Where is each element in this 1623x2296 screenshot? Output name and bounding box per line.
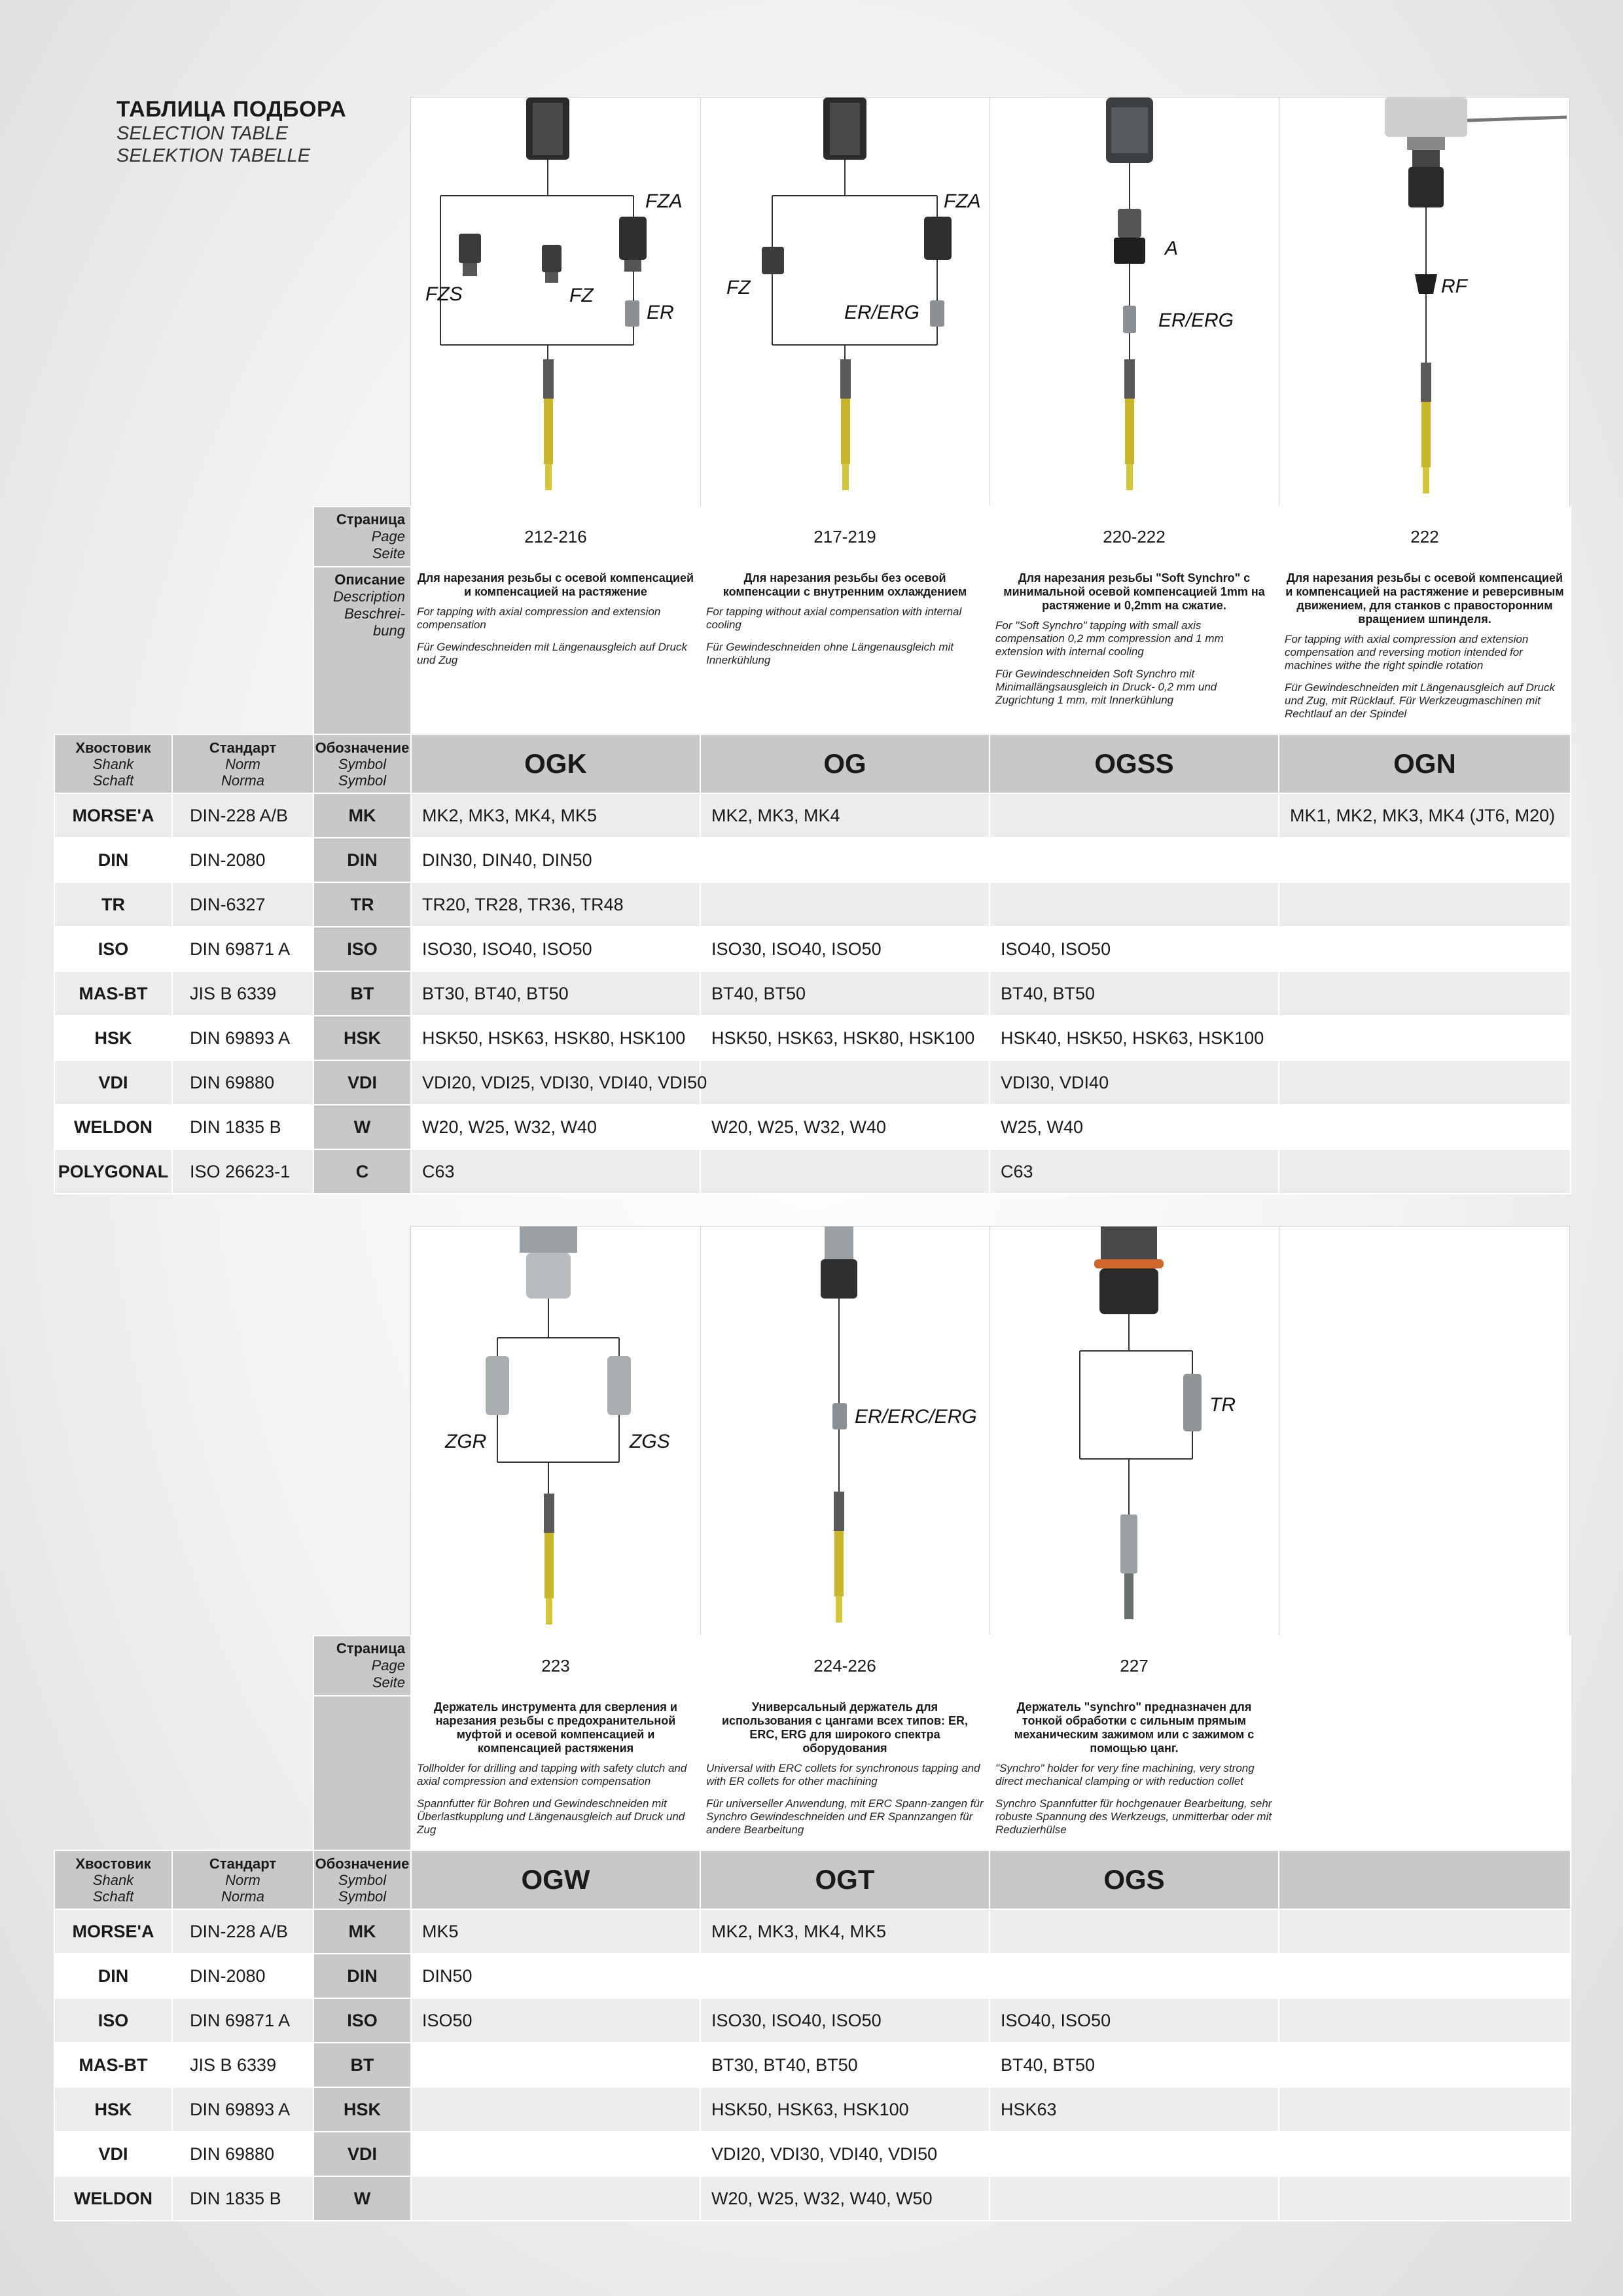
- value-cell: [990, 882, 1279, 927]
- value-cell: [411, 2176, 700, 2221]
- symbol-cell: W: [313, 2176, 411, 2221]
- description-cell: [1279, 1696, 1571, 1850]
- value-cell: VDI20, VDI25, VDI30, VDI40, VDI50: [411, 1060, 700, 1105]
- standard-header: Стандарт Norm Norma: [172, 1850, 313, 1909]
- callout-tr: TR: [1209, 1394, 1236, 1416]
- value-cell: HSK50, HSK63, HSK80, HSK100: [700, 1016, 990, 1060]
- symbol-cell: VDI: [313, 1060, 411, 1105]
- description-cell: Для нарезания резьбы с осевой компенсацией и компенсацией на растяжение For tapping with axial compression and extension compensation Für Gewindeschneiden mit Längenausgleich auf Druck und Zug: [411, 567, 700, 734]
- empty-illustration-cell: [1279, 1227, 1569, 1636]
- page-number: 227: [990, 1636, 1279, 1696]
- value-cell: [1279, 1954, 1571, 1998]
- standard-cell: JIS B 6339: [172, 971, 313, 1016]
- value-cell: HSK63: [990, 2087, 1279, 2132]
- table-row: [54, 971, 1571, 1016]
- value-cell: C63: [411, 1149, 700, 1194]
- value-cell: BT30, BT40, BT50: [411, 971, 700, 1016]
- page-number: 222: [1279, 507, 1571, 567]
- page-label: Страница Page Seite: [313, 1636, 411, 1696]
- value-cell: [1279, 1016, 1571, 1060]
- header-row: [54, 734, 1571, 793]
- value-cell: MK2, MK3, MK4, MK5: [700, 1909, 990, 1954]
- symbol-cell: C: [313, 1149, 411, 1194]
- ogk-assembly-diagram: [411, 98, 700, 507]
- value-cell: [1279, 882, 1571, 927]
- callout-fz: FZ: [569, 285, 594, 306]
- page-number: 223: [411, 1636, 700, 1696]
- symbol-cell: TR: [313, 882, 411, 927]
- standard-cell: DIN 1835 B: [172, 1105, 313, 1149]
- title-ru: ТАБЛИЦА ПОДБОРА: [116, 97, 347, 122]
- selection-table-1: [54, 506, 1571, 1194]
- product-symbol: OG: [700, 734, 990, 793]
- page-number: 217-219: [700, 507, 990, 567]
- shank-header: Хвостовик Shank Schaft: [54, 1850, 172, 1909]
- value-cell: BT40, BT50: [700, 971, 990, 1016]
- value-cell: [1279, 1060, 1571, 1105]
- value-cell: ISO40, ISO50: [990, 1998, 1279, 2043]
- table-row: [54, 2132, 1571, 2176]
- value-cell: W20, W25, W32, W40, W50: [700, 2176, 990, 2221]
- callout-er-erg: ER/ERG: [1158, 310, 1234, 331]
- ogw-illustration: [411, 1227, 701, 1636]
- description-cell: Универсальный держатель для использования с цангами всех типов: ER, ERC, ERG для широкого спектра оборудования Universal with ERC collets for synchronous tapping and with ER collets for other machining Für universeller Anwendung, mit ERC Spann-zangen für Synchro Gewindeschneiden und ER Spannzangen für andere Bearbeitung: [700, 1696, 990, 1850]
- value-cell: C63: [990, 1149, 1279, 1194]
- standard-cell: DIN 69893 A: [172, 2087, 313, 2132]
- product-symbol: OGK: [411, 734, 700, 793]
- callout-zgr: ZGR: [445, 1431, 487, 1452]
- value-cell: [990, 793, 1279, 838]
- product-symbol: OGT: [700, 1850, 990, 1909]
- shank-cell: ISO: [54, 927, 172, 971]
- symbol-cell: MK: [313, 1909, 411, 1954]
- ogt-assembly-diagram: [700, 1227, 990, 1636]
- selection-block-2: [54, 1226, 1570, 2214]
- value-cell: MK2, MK3, MK4, MK5: [411, 793, 700, 838]
- standard-cell: DIN-228 A/B: [172, 793, 313, 838]
- symbol-cell: MK: [313, 793, 411, 838]
- value-cell: DIN50: [411, 1954, 700, 1998]
- table-row: [54, 1149, 1571, 1194]
- table-row: [54, 1060, 1571, 1105]
- symbol-cell: HSK: [313, 2087, 411, 2132]
- shank-cell: HSK: [54, 1016, 172, 1060]
- symbol-cell: ISO: [313, 927, 411, 971]
- table-row: [54, 882, 1571, 927]
- table-row: [54, 2176, 1571, 2221]
- value-cell: [1279, 2087, 1571, 2132]
- value-cell: [1279, 1105, 1571, 1149]
- value-cell: HSK40, HSK50, HSK63, HSK100: [990, 1016, 1279, 1060]
- value-cell: BT40, BT50: [990, 971, 1279, 1016]
- value-cell: ISO30, ISO40, ISO50: [411, 927, 700, 971]
- value-cell: [990, 1909, 1279, 1954]
- value-cell: [1279, 1909, 1571, 1954]
- value-cell: BT30, BT40, BT50: [700, 2043, 990, 2087]
- ogn-assembly-diagram: [1279, 98, 1569, 507]
- shank-cell: VDI: [54, 1060, 172, 1105]
- page-number: 212-216: [411, 507, 700, 567]
- standard-cell: DIN 69871 A: [172, 1998, 313, 2043]
- value-cell: [1279, 971, 1571, 1016]
- symbol-cell: ISO: [313, 1998, 411, 2043]
- table-row: [54, 1105, 1571, 1149]
- description-label: Описание Description Beschrei- bung: [313, 567, 411, 734]
- og-illustration: [700, 98, 990, 507]
- shank-cell: WELDON: [54, 2176, 172, 2221]
- callout-fz: FZ: [726, 277, 751, 298]
- shank-cell: HSK: [54, 2087, 172, 2132]
- table-1-body: [54, 793, 1571, 1194]
- standard-cell: DIN 69880: [172, 1060, 313, 1105]
- value-cell: [1279, 927, 1571, 971]
- symbol-cell: VDI: [313, 2132, 411, 2176]
- shank-cell: MORSE'A: [54, 793, 172, 838]
- value-cell: [1279, 2132, 1571, 2176]
- table-2-body: [54, 1909, 1571, 2221]
- shank-cell: VDI: [54, 2132, 172, 2176]
- value-cell: W25, W40: [990, 1105, 1279, 1149]
- ogs-illustration: [990, 1227, 1279, 1636]
- table-row: [54, 793, 1571, 838]
- symbol-cell: BT: [313, 971, 411, 1016]
- value-cell: ISO50: [411, 1998, 700, 2043]
- selection-table-2: [54, 1635, 1571, 2221]
- description-cell: Для нарезания резьбы с осевой компенсацией и компенсацией на растяжение и реверсивным движением, для станков с правосторонним вращением шпинделя. For tapping with axial compression and extension compensation and reversing motion intended for machines withe the right spindle rotation Für Gewindeschneiden mit Längenausgleich auf Druck und Zug, mit Rücklauf. Für Werkzeugmaschinen mit Rechtlauf an der Spindel: [1279, 567, 1571, 734]
- page-row: [54, 507, 1571, 567]
- value-cell: W20, W25, W32, W40: [411, 1105, 700, 1149]
- standard-cell: JIS B 6339: [172, 2043, 313, 2087]
- value-cell: VDI20, VDI30, VDI40, VDI50: [700, 2132, 990, 2176]
- tool-images-row-2: [410, 1226, 1570, 1636]
- value-cell: W20, W25, W32, W40: [700, 1105, 990, 1149]
- product-symbol: OGSS: [990, 734, 1279, 793]
- header-row: [54, 1850, 1571, 1909]
- table-row: [54, 1954, 1571, 1998]
- value-cell: BT40, BT50: [990, 2043, 1279, 2087]
- table-row: [54, 838, 1571, 882]
- symbol-cell: BT: [313, 2043, 411, 2087]
- shank-cell: WELDON: [54, 1105, 172, 1149]
- value-cell: [411, 2087, 700, 2132]
- callout-zgs: ZGS: [630, 1431, 670, 1452]
- value-cell: [990, 2132, 1279, 2176]
- shank-cell: MAS-BT: [54, 971, 172, 1016]
- value-cell: [1279, 2043, 1571, 2087]
- callout-fza: FZA: [944, 190, 981, 212]
- callout-fzs: FZS: [425, 283, 463, 305]
- og-assembly-diagram: [700, 98, 990, 507]
- symbol-header: Обозначение Symbol Symbol: [313, 1850, 411, 1909]
- value-cell: [700, 1954, 990, 1998]
- page-number: 224-226: [700, 1636, 990, 1696]
- value-cell: [700, 1149, 990, 1194]
- title-de: SELEKTION TABELLE: [116, 145, 311, 166]
- shank-cell: DIN: [54, 1954, 172, 1998]
- table-row: [54, 2087, 1571, 2132]
- ogss-assembly-diagram: [990, 98, 1279, 507]
- standard-cell: DIN-2080: [172, 838, 313, 882]
- value-cell: [411, 2043, 700, 2087]
- description-cell: Держатель инструмента для сверления и нарезания резьбы с предохранительной муфтой и осевой компенсацией и компенсацией растяжения Tollholder for drilling and tapping with safety clutch and axial compression and extension compensation Spannfutter für Bohren und Gewindeschneiden mit Überlastkupplung und Längenausgleich auf Druck und Zug: [411, 1696, 700, 1850]
- value-cell: [990, 838, 1279, 882]
- value-cell: MK2, MK3, MK4: [700, 793, 990, 838]
- page-row: [54, 1636, 1571, 1696]
- value-cell: [1279, 838, 1571, 882]
- value-cell: HSK50, HSK63, HSK80, HSK100: [411, 1016, 700, 1060]
- description-row: [54, 1696, 1571, 1850]
- shank-cell: MAS-BT: [54, 2043, 172, 2087]
- shank-cell: MORSE'A: [54, 1909, 172, 1954]
- symbol-cell: DIN: [313, 838, 411, 882]
- standard-cell: DIN 1835 B: [172, 2176, 313, 2221]
- symbol-cell: W: [313, 1105, 411, 1149]
- value-cell: [1279, 2176, 1571, 2221]
- table-row: [54, 1016, 1571, 1060]
- callout-rf: RF: [1441, 276, 1467, 297]
- table-row: [54, 1909, 1571, 1954]
- value-cell: DIN30, DIN40, DIN50: [411, 838, 700, 882]
- description-cell: Держатель "synchro" предназначен для тонкой обработки с сильным прямым механическим зажимом или с зажимом с помощью цанг. "Synchro" holder for very fine machining, very strong direct mechanical clamping or with reduction collet Synchro Spannfutter für hochgenauer Bearbeitung, sehr robuste Spannung des Werkzeugs, unmitterbar oder mit Reduzierhülse: [990, 1696, 1279, 1850]
- value-cell: [700, 838, 990, 882]
- shank-cell: POLYGONAL: [54, 1149, 172, 1194]
- ogs-assembly-diagram: [990, 1227, 1279, 1636]
- title-en: SELECTION TABLE: [116, 123, 289, 144]
- symbol-cell: HSK: [313, 1016, 411, 1060]
- shank-header: Хвостовик Shank Schaft: [54, 734, 172, 793]
- standard-cell: DIN 69893 A: [172, 1016, 313, 1060]
- value-cell: [1279, 1998, 1571, 2043]
- standard-cell: DIN-228 A/B: [172, 1909, 313, 1954]
- standard-cell: DIN-2080: [172, 1954, 313, 1998]
- table-row: [54, 2043, 1571, 2087]
- ogk-illustration: [411, 98, 701, 507]
- value-cell: [700, 882, 990, 927]
- product-symbol: OGN: [1279, 734, 1571, 793]
- standard-cell: ISO 26623-1: [172, 1149, 313, 1194]
- callout-fza: FZA: [645, 190, 683, 212]
- callout-er-erg: ER/ERG: [844, 302, 920, 323]
- value-cell: TR20, TR28, TR36, TR48: [411, 882, 700, 927]
- value-cell: [990, 2176, 1279, 2221]
- callout-a: A: [1165, 238, 1179, 259]
- description-cell: Для нарезания резьбы без осевой компенсации с внутренним охлаждением For tapping without axial compensation with internal cooling Für Gewindeschneiden ohne Längenausgleich mit Innerkühlung: [700, 567, 990, 734]
- symbol-header: Обозначение Symbol Symbol: [313, 734, 411, 793]
- ogt-illustration: [700, 1227, 990, 1636]
- value-cell: ISO30, ISO40, ISO50: [700, 1998, 990, 2043]
- value-cell: ISO40, ISO50: [990, 927, 1279, 971]
- value-cell: [990, 1954, 1279, 1998]
- callout-er: ER: [647, 302, 674, 323]
- value-cell: MK5: [411, 1909, 700, 1954]
- ogss-illustration: [990, 98, 1279, 507]
- standard-header: Стандарт Norm Norma: [172, 734, 313, 793]
- standard-cell: DIN-6327: [172, 882, 313, 927]
- description-row: [54, 567, 1571, 734]
- page-number: [1279, 1636, 1571, 1696]
- value-cell: [1279, 1149, 1571, 1194]
- shank-cell: ISO: [54, 1998, 172, 2043]
- value-cell: MK1, MK2, MK3, MK4 (JT6, M20): [1279, 793, 1571, 838]
- callout-er-erc-erg: ER/ERC/ERG: [855, 1406, 977, 1427]
- value-cell: [411, 2132, 700, 2176]
- selection-block-1: [54, 97, 1570, 1181]
- product-symbol: OGW: [411, 1850, 700, 1909]
- value-cell: ISO30, ISO40, ISO50: [700, 927, 990, 971]
- value-cell: HSK50, HSK63, HSK100: [700, 2087, 990, 2132]
- table-row: [54, 1998, 1571, 2043]
- ogn-illustration: [1279, 98, 1569, 507]
- symbol-cell: DIN: [313, 1954, 411, 1998]
- shank-cell: DIN: [54, 838, 172, 882]
- standard-cell: DIN 69880: [172, 2132, 313, 2176]
- standard-cell: DIN 69871 A: [172, 927, 313, 971]
- shank-cell: TR: [54, 882, 172, 927]
- page-number: 220-222: [990, 507, 1279, 567]
- ogw-assembly-diagram: [411, 1227, 700, 1636]
- value-cell: VDI30, VDI40: [990, 1060, 1279, 1105]
- product-symbol: OGS: [990, 1850, 1279, 1909]
- description-cell: Для нарезания резьбы "Soft Synchro" с минимальной осевой компенсацией 1mm на растяжение и 0,2mm на сжатие. For "Soft Synchro" tapping with small axis compensation 0,2 mm compression and 1 mm extension with internal cooling Für Gewindeschneiden Soft Synchro mit Minimallängsausgleich in Druck- 0,2 mm und Zugrichtung 1 mm, mit Innerkühlung: [990, 567, 1279, 734]
- page-label: Страница Page Seite: [313, 507, 411, 567]
- value-cell: [700, 1060, 990, 1105]
- tool-images-row-1: [410, 97, 1570, 507]
- table-row: [54, 927, 1571, 971]
